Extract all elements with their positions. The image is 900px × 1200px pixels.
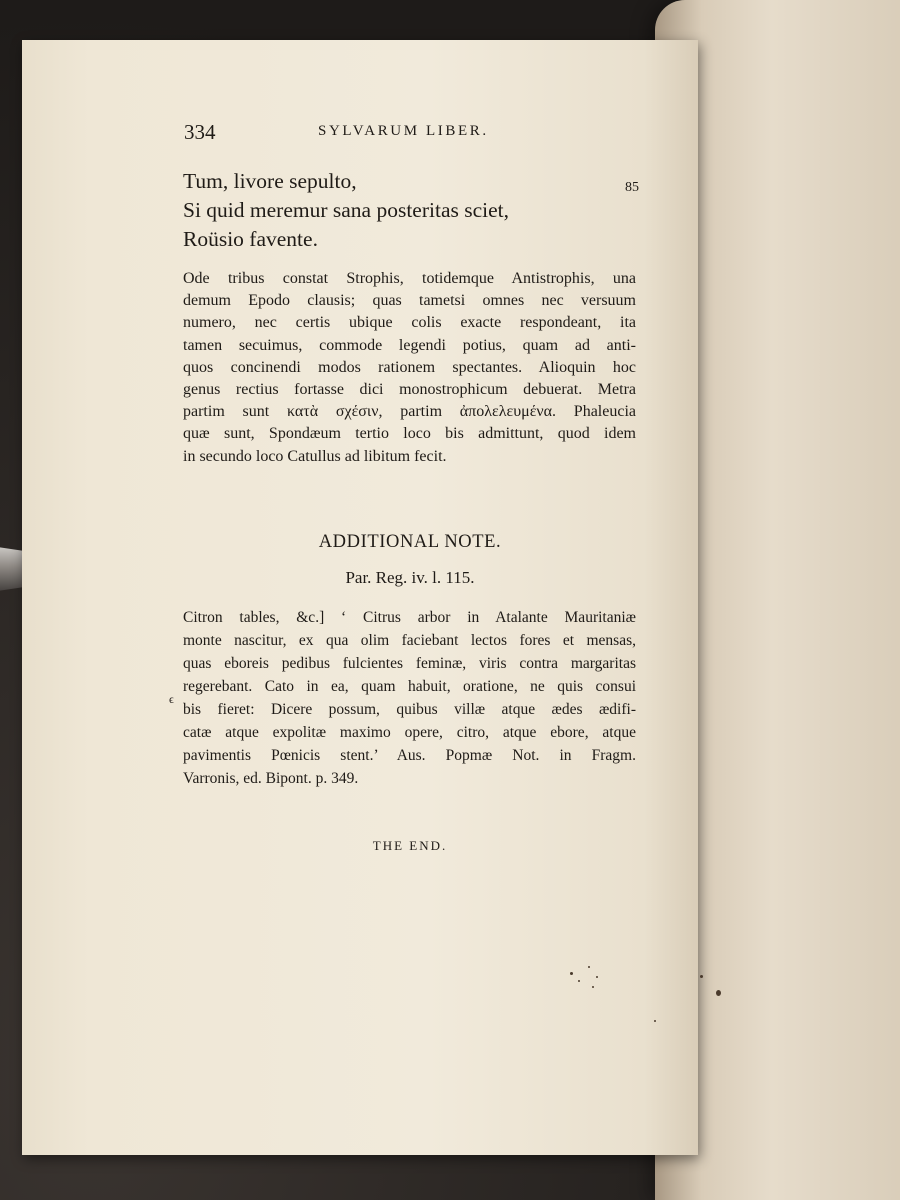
page-number: 334 [184,120,216,144]
commentary-line: tamen secuimus, commode legendi potius, quam ad anti- [183,336,636,354]
foxing-spot [588,966,590,968]
additional-note-reference: Par. Reg. iv. l. 115. [345,568,475,587]
commentary-line: quæ sunt, Spondæum tertio loco bis admittunt, quod idem [183,425,636,443]
commentary-line: quos concinendi modos rationem spectantes. Alioquin hoc [183,358,636,376]
foxing-spot [596,976,598,978]
additional-note-text [183,606,636,790]
note-line: catæ atque expolitæ maximo opere, citro, atque ebore, atque [183,724,636,741]
foxing-spot [700,975,703,978]
note-line: Citron tables, &c.] ‘ Citrus arbor in Atalante Mauritaniæ [183,609,636,626]
note-line: Varronis, ed. Bipont. p. 349. [183,770,359,787]
note-line: monte nascitur, ex qua olim faciebant lectos fores et mensas, [183,632,636,649]
commentary-line: demum Epodo clausis; quas tametsi omnes nec versuum [183,292,636,310]
book-page [22,40,698,1155]
running-title: SYLVARUM LIBER. [318,123,489,139]
line-number: 85 [625,180,639,195]
closing-text: THE END. [372,838,448,853]
verse-line: Tum, livore sepulto, [183,169,357,193]
verse-line: Si quid meremur sana posteritas sciet, [183,198,510,222]
foxing-spot [654,1020,656,1022]
additional-note-heading: ADDITIONAL NOTE. [318,532,502,552]
note-line: quas eboreis pedibus fulcientes feminæ, viris contra margaritas [183,655,636,672]
note-line: bis fieret: Dicere possum, quibus villæ atque ædes ædifi- [183,701,636,718]
verse-line: Roüsio favente. [183,227,318,251]
verse-block [183,167,653,254]
commentary-line: Ode tribus constat Strophis, totidemque Antistrophis, una [183,270,636,287]
foxing-spot [592,986,594,988]
margin-mark: ϵ [169,692,174,706]
note-line: regerebant. Cato in ea, quam habuit, oratione, ne quis consui [183,678,636,695]
foxing-spot [570,972,573,975]
commentary-paragraph [183,268,636,468]
note-line: pavimentis Pœnicis stent.’ Aus. Popmæ Not. in Fragm. [183,747,636,764]
foxing-spot [578,980,580,982]
foxing-spot [716,990,721,996]
commentary-line: genus rectius fortasse dici monostrophicum debuerat. Metra [183,381,636,399]
commentary-line: numero, nec certis ubique colis exacte respondeant, ita [183,314,636,332]
commentary-line: in secundo loco Catullus ad libitum fecit. [183,447,447,465]
commentary-line: partim sunt κατὰ σχέσιν, partim ἀπολελευμένα. Phaleucia [183,403,636,421]
